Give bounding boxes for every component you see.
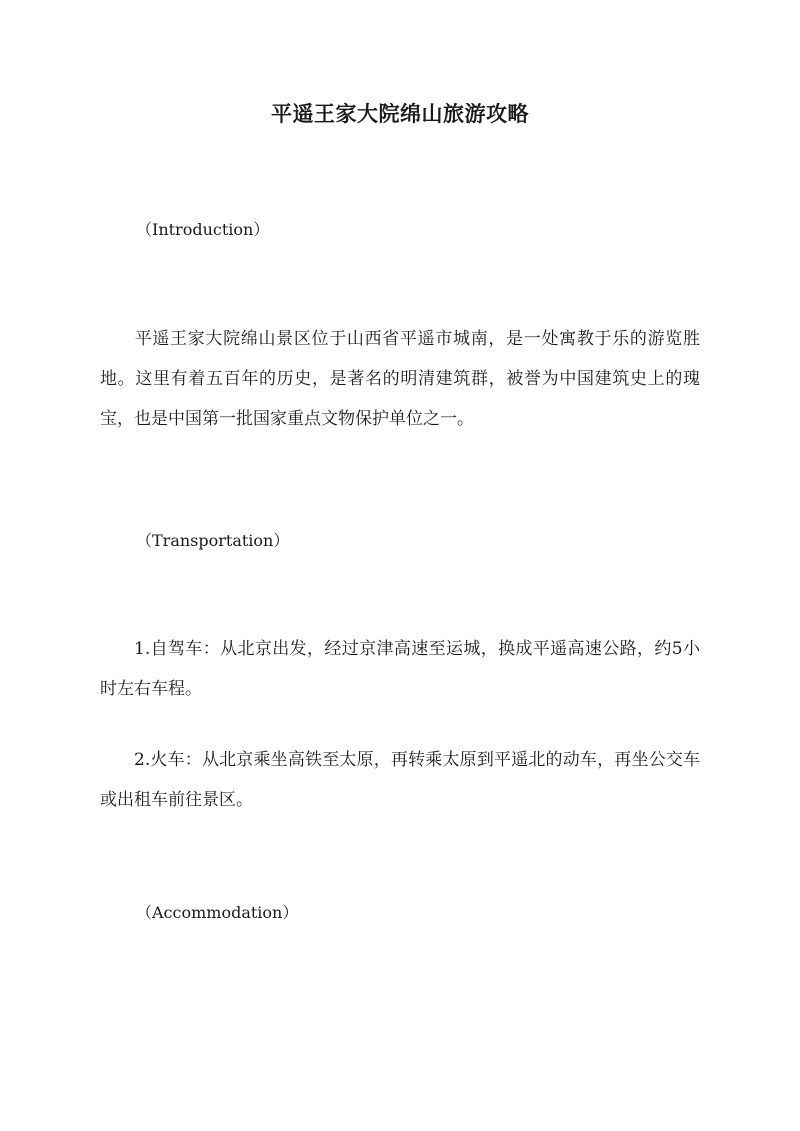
- paragraph-text: 平遥王家大院绵山景区位于山西省平遥市城南，是一处寓教于乐的游览胜地。这里有着五百年的历史，是著名的明清建筑群，被誉为中国建筑史上的瑰宝，也是中国第一批国家重点文物保护单位之一。: [100, 329, 700, 429]
- paragraph-transportation-train: [100, 740, 700, 820]
- paragraph-introduction: [100, 319, 700, 439]
- section-heading-transportation: （Transportation）: [136, 531, 290, 550]
- section-heading-introduction: （Introduction）: [136, 220, 270, 239]
- paragraph-transportation-driving: [100, 629, 700, 709]
- paragraph-text: 1.自驾车：从北京出发，经过京津高速至运城，换成平遥高速公路，约5小时左右车程。: [100, 639, 700, 699]
- document-title: 平遥王家大院绵山旅游攻略: [271, 101, 529, 126]
- paragraph-text: 2.火车：从北京乘坐高铁至太原，再转乘太原到平遥北的动车，再坐公交车或出租车前往景区。: [100, 750, 700, 810]
- section-heading-accommodation: （Accommodation）: [136, 903, 299, 922]
